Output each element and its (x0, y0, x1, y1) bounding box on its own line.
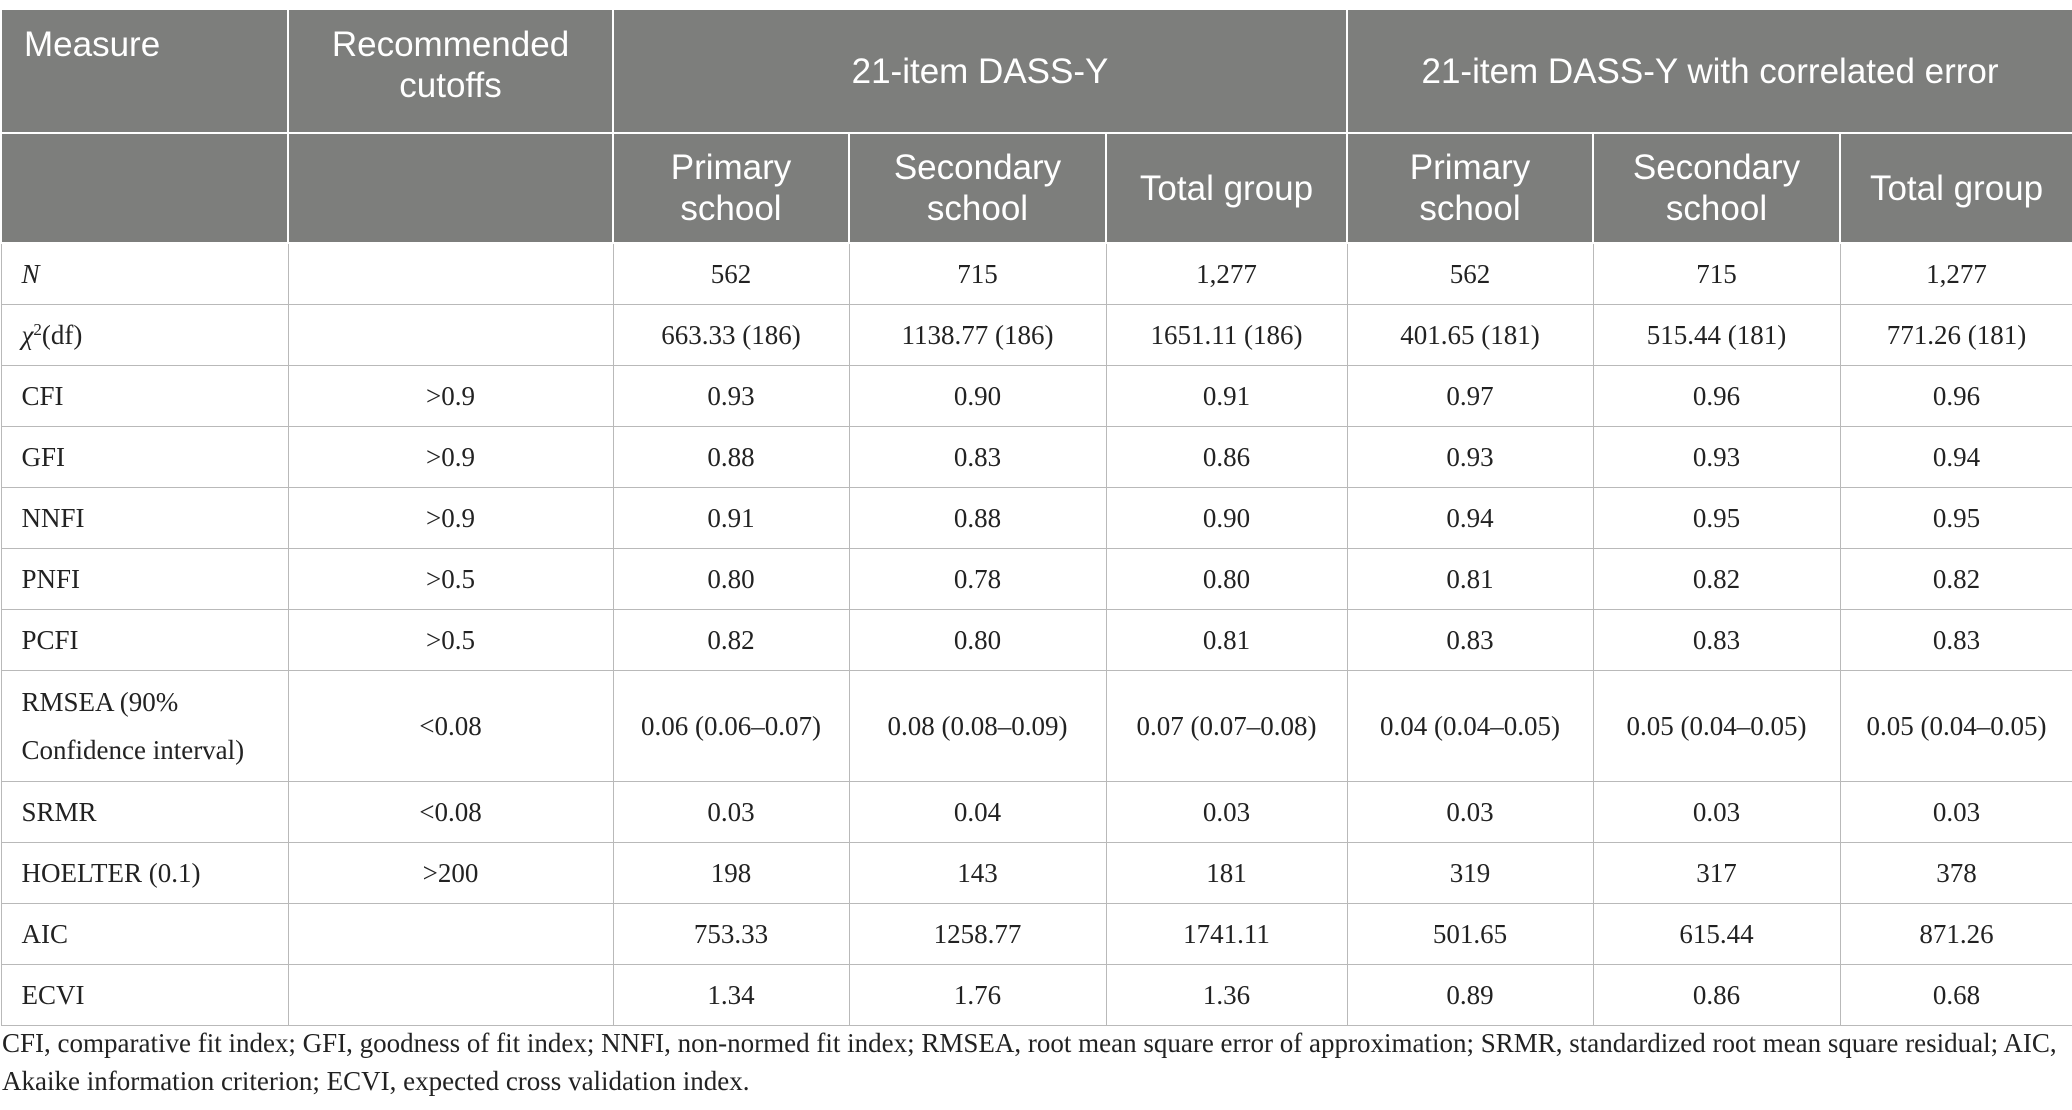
value-cell: 0.03 (1593, 782, 1840, 843)
value-cell: 0.95 (1593, 488, 1840, 549)
value-cell: 753.33 (613, 904, 849, 965)
table-row (1, 671, 2072, 782)
value-cell: 0.89 (1347, 965, 1593, 1026)
col-header-primary: Primary school (613, 133, 849, 243)
measure-cell: HOELTER (0.1) (1, 843, 288, 904)
chi-symbol: χ (21, 320, 34, 350)
measure-cell: NNFI (1, 488, 288, 549)
value-cell: 1741.11 (1106, 904, 1347, 965)
value-cell: 0.08 (0.08–0.09) (849, 671, 1106, 782)
value-cell: 871.26 (1840, 904, 2072, 965)
table-row (1, 366, 2072, 427)
value-cell: 0.03 (1840, 782, 2072, 843)
value-cell: 0.88 (849, 488, 1106, 549)
col-header-total: Total group (1840, 133, 2072, 243)
value-cell: 0.90 (849, 366, 1106, 427)
value-cell: 0.82 (1840, 549, 2072, 610)
value-cell: 663.33 (186) (613, 305, 849, 366)
table-row (1, 782, 2072, 843)
value-cell: 0.81 (1347, 549, 1593, 610)
value-cell: 198 (613, 843, 849, 904)
value-cell: 0.81 (1106, 610, 1347, 671)
measure-cell: PCFI (1, 610, 288, 671)
value-cell: 1,277 (1840, 243, 2072, 305)
value-cell: 319 (1347, 843, 1593, 904)
value-cell: 0.83 (1347, 610, 1593, 671)
col-header-empty (1, 133, 288, 243)
value-cell: 0.03 (613, 782, 849, 843)
cutoff-cell: >0.5 (288, 610, 613, 671)
measure-cell: SRMR (1, 782, 288, 843)
value-cell: 0.91 (613, 488, 849, 549)
value-cell: 0.80 (613, 549, 849, 610)
measure-cell: N (1, 243, 288, 305)
measure-cell: RMSEA (90% Confidence interval) (1, 671, 288, 782)
cutoff-cell: <0.08 (288, 782, 613, 843)
measure-cell: GFI (1, 427, 288, 488)
value-cell: 0.80 (849, 610, 1106, 671)
value-cell: 401.65 (181) (1347, 305, 1593, 366)
value-cell: 378 (1840, 843, 2072, 904)
value-cell: 0.82 (613, 610, 849, 671)
value-cell: 1.76 (849, 965, 1106, 1026)
col-header-cutoffs: Recommended cutoffs (288, 9, 613, 133)
measure-cell: AIC (1, 904, 288, 965)
value-cell: 1258.77 (849, 904, 1106, 965)
value-cell: 0.94 (1840, 427, 2072, 488)
measure-cell: ECVI (1, 965, 288, 1026)
value-cell: 0.03 (1347, 782, 1593, 843)
col-header-measure: Measure (1, 9, 288, 133)
table-row (1, 549, 2072, 610)
value-cell: 501.65 (1347, 904, 1593, 965)
value-cell: 771.26 (181) (1840, 305, 2072, 366)
value-cell: 715 (849, 243, 1106, 305)
col-header-empty (288, 133, 613, 243)
value-cell: 0.04 (0.04–0.05) (1347, 671, 1593, 782)
cutoff-cell: >0.5 (288, 549, 613, 610)
value-cell: 0.83 (1840, 610, 2072, 671)
value-cell: 715 (1593, 243, 1840, 305)
chi-suffix: (df) (41, 320, 83, 350)
value-cell: 0.04 (849, 782, 1106, 843)
value-cell: 0.97 (1347, 366, 1593, 427)
value-cell: 0.95 (1840, 488, 2072, 549)
col-group-dass-correlated: 21-item DASS-Y with correlated error (1347, 9, 2072, 133)
value-cell: 0.88 (613, 427, 849, 488)
value-cell: 0.91 (1106, 366, 1347, 427)
value-cell: 0.82 (1593, 549, 1840, 610)
col-group-dass: 21-item DASS-Y (613, 9, 1347, 133)
fit-indices-table (0, 8, 2072, 1026)
table-row (1, 610, 2072, 671)
value-cell: 0.03 (1106, 782, 1347, 843)
chi-superscript: 2 (33, 320, 42, 339)
value-cell: 0.07 (0.07–0.08) (1106, 671, 1347, 782)
value-cell: 0.86 (1106, 427, 1347, 488)
col-header-secondary: Secondary school (849, 133, 1106, 243)
value-cell: 0.86 (1593, 965, 1840, 1026)
cutoff-cell: <0.08 (288, 671, 613, 782)
value-cell: 0.83 (1593, 610, 1840, 671)
table-row (1, 843, 2072, 904)
col-header-secondary: Secondary school (1593, 133, 1840, 243)
cutoff-cell (288, 243, 613, 305)
table-row (1, 305, 2072, 366)
value-cell: 615.44 (1593, 904, 1840, 965)
cutoff-cell (288, 305, 613, 366)
col-header-primary: Primary school (1347, 133, 1593, 243)
value-cell: 0.68 (1840, 965, 2072, 1026)
col-header-total: Total group (1106, 133, 1347, 243)
cutoff-cell: >200 (288, 843, 613, 904)
table-row (1, 243, 2072, 305)
value-cell: 181 (1106, 843, 1347, 904)
value-cell: 317 (1593, 843, 1840, 904)
value-cell: 1651.11 (186) (1106, 305, 1347, 366)
value-cell: 0.83 (849, 427, 1106, 488)
table-row (1, 488, 2072, 549)
value-cell: 0.93 (1593, 427, 1840, 488)
value-cell: 0.78 (849, 549, 1106, 610)
value-cell: 0.93 (1347, 427, 1593, 488)
table-row (1, 904, 2072, 965)
value-cell: 0.05 (0.04–0.05) (1593, 671, 1840, 782)
cutoff-cell (288, 904, 613, 965)
measure-cell: CFI (1, 366, 288, 427)
value-cell: 1.34 (613, 965, 849, 1026)
table-row (1, 427, 2072, 488)
value-cell: 0.94 (1347, 488, 1593, 549)
value-cell: 562 (613, 243, 849, 305)
value-cell: 0.96 (1840, 366, 2072, 427)
value-cell: 0.96 (1593, 366, 1840, 427)
value-cell: 1.36 (1106, 965, 1347, 1026)
value-cell: 0.06 (0.06–0.07) (613, 671, 849, 782)
cutoff-cell: >0.9 (288, 488, 613, 549)
measure-cell: PNFI (1, 549, 288, 610)
value-cell: 1,277 (1106, 243, 1347, 305)
cutoff-cell (288, 965, 613, 1026)
value-cell: 515.44 (181) (1593, 305, 1840, 366)
header-row-top (1, 9, 2072, 133)
value-cell: 562 (1347, 243, 1593, 305)
table-footnote: CFI, comparative fit index; GFI, goodness of fit index; NNFI, non-normed fit index; RMSEA, root mean square error of approximation; SRMR, standardized root mean square residual; AIC, Akaike information criterion; ECVI, expected cross validation index. (2, 1028, 2057, 1096)
value-cell: 0.80 (1106, 549, 1347, 610)
value-cell: 0.93 (613, 366, 849, 427)
cutoff-cell: >0.9 (288, 366, 613, 427)
value-cell: 0.90 (1106, 488, 1347, 549)
cutoff-cell: >0.9 (288, 427, 613, 488)
value-cell: 1138.77 (186) (849, 305, 1106, 366)
header-row-sub (1, 133, 2072, 243)
table-row (1, 965, 2072, 1026)
measure-cell (1, 305, 288, 366)
value-cell: 143 (849, 843, 1106, 904)
value-cell: 0.05 (0.04–0.05) (1840, 671, 2072, 782)
